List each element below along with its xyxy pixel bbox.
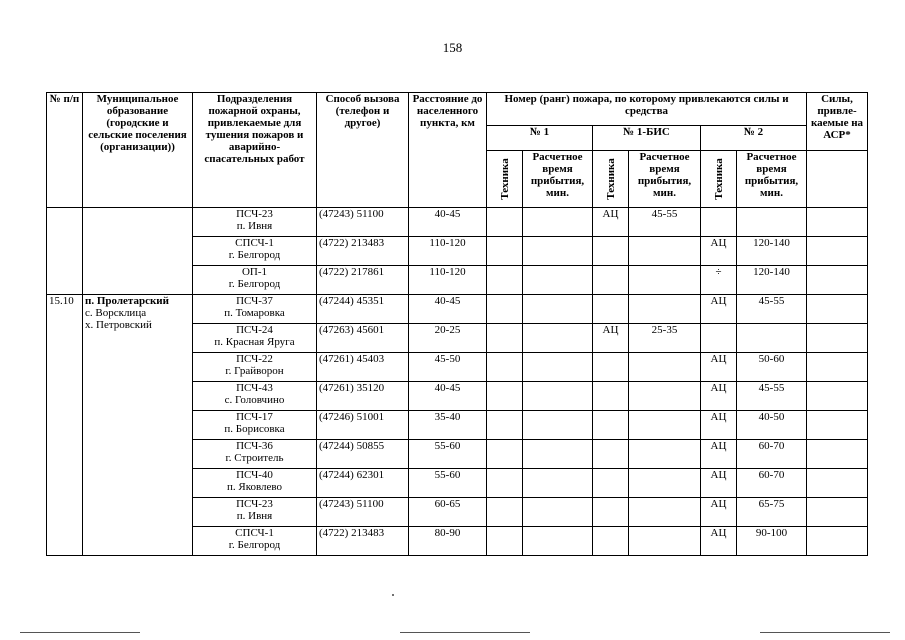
header-rank-1bis: № 1-БИС — [593, 126, 701, 151]
cell-time-1bis — [629, 382, 701, 411]
unit-place: п. Красная Яруга — [214, 336, 295, 348]
cell-time-1bis — [629, 440, 701, 469]
cell-tech-1bis: АЦ — [593, 324, 629, 353]
cell-distance: 45-50 — [409, 353, 487, 382]
cell-phone: (47243) 51100 — [317, 208, 409, 237]
cell-time-2: 40-50 — [737, 411, 807, 440]
unit-place: г. Белгород — [228, 249, 281, 261]
cell-time-1 — [523, 237, 593, 266]
cell-distance: 40-45 — [409, 295, 487, 324]
cell-unit — [193, 237, 317, 266]
header-asr: Силы, привле-каемые на АСР* — [807, 93, 868, 151]
cell-asr — [807, 295, 868, 324]
cell-time-2: 60-70 — [737, 440, 807, 469]
cell-time-1 — [523, 498, 593, 527]
unit-name: СПСЧ-1 — [235, 237, 274, 249]
cell-time-1bis — [629, 266, 701, 295]
table-row — [47, 208, 868, 237]
unit-name: ПСЧ-23 — [236, 208, 273, 220]
cell-time-1 — [523, 266, 593, 295]
municipality-line: х. Петровский — [85, 319, 152, 331]
unit-place: п. Ивня — [236, 510, 273, 522]
bottom-rule-middle — [400, 632, 530, 633]
cell-tech-2: АЦ — [701, 353, 737, 382]
cell-distance: 55-60 — [409, 440, 487, 469]
cell-asr — [807, 324, 868, 353]
cell-time-1bis — [629, 295, 701, 324]
cell-tech-1 — [487, 353, 523, 382]
cell-tech-1bis — [593, 411, 629, 440]
cell-tech-2: АЦ — [701, 527, 737, 556]
cell-time-1 — [523, 411, 593, 440]
unit-name: ПСЧ-37 — [236, 295, 273, 307]
cell-asr — [807, 440, 868, 469]
header-num: № п/п — [47, 93, 83, 208]
cell-phone: (4722) 217861 — [317, 266, 409, 295]
cell-distance: 40-45 — [409, 208, 487, 237]
cell-tech-1bis — [593, 440, 629, 469]
municipality-line: с. Ворсклица — [85, 307, 147, 319]
cell-asr — [807, 237, 868, 266]
header-call: Способ вызова (телефон и другое) — [317, 93, 409, 208]
unit-name: ПСЧ-36 — [236, 440, 273, 452]
cell-tech-2: АЦ — [701, 295, 737, 324]
cell-unit — [193, 411, 317, 440]
cell-tech-2 — [701, 324, 737, 353]
cell-time-2: 65-75 — [737, 498, 807, 527]
header-municipality: Муниципальное образование (городские и сельские поселения (организации)) — [83, 93, 193, 208]
unit-name: ПСЧ-24 — [236, 324, 273, 336]
cell-distance: 55-60 — [409, 469, 487, 498]
header-asr-empty — [807, 151, 868, 208]
cell-tech-1bis — [593, 469, 629, 498]
cell-unit — [193, 266, 317, 295]
cell-tech-1 — [487, 527, 523, 556]
table-body — [47, 208, 868, 556]
unit-place: г. Белгород — [228, 278, 281, 290]
cell-tech-1bis — [593, 237, 629, 266]
cell-time-1 — [523, 208, 593, 237]
cell-tech-1bis — [593, 498, 629, 527]
cell-distance: 110-120 — [409, 237, 487, 266]
bottom-rule-left — [20, 632, 140, 633]
cell-time-1bis — [629, 353, 701, 382]
cell-tech-2: АЦ — [701, 237, 737, 266]
cell-time-2: 50-60 — [737, 353, 807, 382]
cell-distance: 110-120 — [409, 266, 487, 295]
bottom-rule-right — [760, 632, 890, 633]
cell-time-2: 120-140 — [737, 266, 807, 295]
cell-tech-1bis: АЦ — [593, 208, 629, 237]
cell-num: 15.10 — [47, 295, 83, 556]
unit-place: г. Белгород — [228, 539, 281, 551]
header-time-1: Расчетное время прибытия, мин. — [523, 151, 593, 208]
cell-unit — [193, 498, 317, 527]
unit-name: ПСЧ-17 — [236, 411, 273, 423]
cell-asr — [807, 527, 868, 556]
cell-unit — [193, 295, 317, 324]
header-distance: Расстояние до населенного пункта, км — [409, 93, 487, 208]
cell-tech-1bis — [593, 527, 629, 556]
header-rank: Номер (ранг) пожара, по которому привлекаются силы и средства — [487, 93, 807, 126]
cell-unit — [193, 382, 317, 411]
unit-place: г. Строитель — [225, 452, 284, 464]
cell-tech-1 — [487, 440, 523, 469]
header-rank-2: № 2 — [701, 126, 807, 151]
cell-unit — [193, 469, 317, 498]
cell-phone: (47243) 51100 — [317, 498, 409, 527]
cell-tech-1 — [487, 382, 523, 411]
cell-unit — [193, 324, 317, 353]
cell-tech-1 — [487, 237, 523, 266]
cell-time-2: 45-55 — [737, 382, 807, 411]
cell-time-1bis — [629, 469, 701, 498]
cell-time-1 — [523, 469, 593, 498]
unit-name: ПСЧ-22 — [236, 353, 273, 365]
cell-tech-2: АЦ — [701, 498, 737, 527]
cell-phone: (47244) 62301 — [317, 469, 409, 498]
cell-time-1bis: 45-55 — [629, 208, 701, 237]
cell-asr — [807, 208, 868, 237]
header-tech-2: Техника — [701, 151, 737, 208]
cell-time-1bis — [629, 498, 701, 527]
cell-time-2: 45-55 — [737, 295, 807, 324]
cell-tech-1 — [487, 498, 523, 527]
header-time-2: Расчетное время прибытия, мин. — [737, 151, 807, 208]
cell-tech-1 — [487, 324, 523, 353]
unit-place: п. Борисовка — [224, 423, 285, 435]
cell-municipality — [83, 295, 193, 556]
header-units: Подразделения пожарной охраны, привлекаемые для тушения пожаров и аварийно-спасательных работ — [193, 93, 317, 208]
cell-tech-1 — [487, 295, 523, 324]
cell-tech-1bis — [593, 353, 629, 382]
cell-asr — [807, 382, 868, 411]
cell-distance: 35-40 — [409, 411, 487, 440]
cell-distance: 80-90 — [409, 527, 487, 556]
cell-distance: 60-65 — [409, 498, 487, 527]
cell-asr — [807, 266, 868, 295]
cell-asr — [807, 498, 868, 527]
cell-phone: (47261) 45403 — [317, 353, 409, 382]
cell-time-1 — [523, 295, 593, 324]
unit-name: СПСЧ-1 — [235, 527, 274, 539]
cell-phone: (4722) 213483 — [317, 237, 409, 266]
cell-asr — [807, 353, 868, 382]
cell-tech-2: АЦ — [701, 411, 737, 440]
cell-asr — [807, 411, 868, 440]
cell-distance: 20-25 — [409, 324, 487, 353]
unit-name: ОП-1 — [241, 266, 268, 278]
cell-tech-2: АЦ — [701, 469, 737, 498]
unit-name: ПСЧ-43 — [236, 382, 273, 394]
cell-time-2 — [737, 208, 807, 237]
cell-municipality — [83, 208, 193, 295]
page-number: 158 — [442, 40, 463, 55]
cell-time-1 — [523, 527, 593, 556]
cell-time-2: 90-100 — [737, 527, 807, 556]
cell-unit — [193, 353, 317, 382]
header-time-1bis: Расчетное время прибытия, мин. — [629, 151, 701, 208]
cell-time-2 — [737, 324, 807, 353]
cell-time-2: 120-140 — [737, 237, 807, 266]
cell-time-1bis — [629, 411, 701, 440]
municipality-line: п. Пролетарский — [85, 295, 169, 307]
cell-unit — [193, 440, 317, 469]
cell-phone: (47261) 35120 — [317, 382, 409, 411]
header-tech-1bis: Техника — [593, 151, 629, 208]
cell-asr — [807, 469, 868, 498]
cell-time-1 — [523, 440, 593, 469]
cell-phone: (47244) 45351 — [317, 295, 409, 324]
cell-tech-1 — [487, 208, 523, 237]
cell-time-1bis — [629, 527, 701, 556]
cell-phone: (4722) 213483 — [317, 527, 409, 556]
table-row — [47, 295, 868, 324]
cell-time-1 — [523, 324, 593, 353]
cell-time-2: 60-70 — [737, 469, 807, 498]
unit-name: ПСЧ-40 — [236, 469, 273, 481]
cell-unit — [193, 527, 317, 556]
cell-tech-1bis — [593, 382, 629, 411]
cell-phone: (47263) 45601 — [317, 324, 409, 353]
cell-unit — [193, 208, 317, 237]
unit-name: ПСЧ-23 — [236, 498, 273, 510]
unit-place: п. Томаровка — [224, 307, 285, 319]
unit-place: п. Яковлево — [226, 481, 283, 493]
cell-distance: 40-45 — [409, 382, 487, 411]
cell-tech-1 — [487, 411, 523, 440]
unit-place: п. Ивня — [236, 220, 273, 232]
cell-tech-2 — [701, 208, 737, 237]
cell-tech-2: ÷ — [701, 266, 737, 295]
unit-place: с. Головчино — [224, 394, 285, 406]
cell-tech-2: АЦ — [701, 382, 737, 411]
header-tech-1: Техника — [487, 151, 523, 208]
cell-tech-1bis — [593, 266, 629, 295]
fire-forces-table — [46, 92, 868, 556]
cell-tech-1 — [487, 266, 523, 295]
cell-time-1 — [523, 353, 593, 382]
cell-tech-2: АЦ — [701, 440, 737, 469]
cell-num — [47, 208, 83, 295]
cell-phone: (47244) 50855 — [317, 440, 409, 469]
header-rank-1: № 1 — [487, 126, 593, 151]
cell-time-1bis — [629, 237, 701, 266]
cell-tech-1 — [487, 469, 523, 498]
cell-time-1 — [523, 382, 593, 411]
cell-tech-1bis — [593, 295, 629, 324]
scan-dot — [392, 594, 394, 596]
unit-place: г. Грайворон — [225, 365, 284, 377]
cell-phone: (47246) 51001 — [317, 411, 409, 440]
cell-time-1bis: 25-35 — [629, 324, 701, 353]
